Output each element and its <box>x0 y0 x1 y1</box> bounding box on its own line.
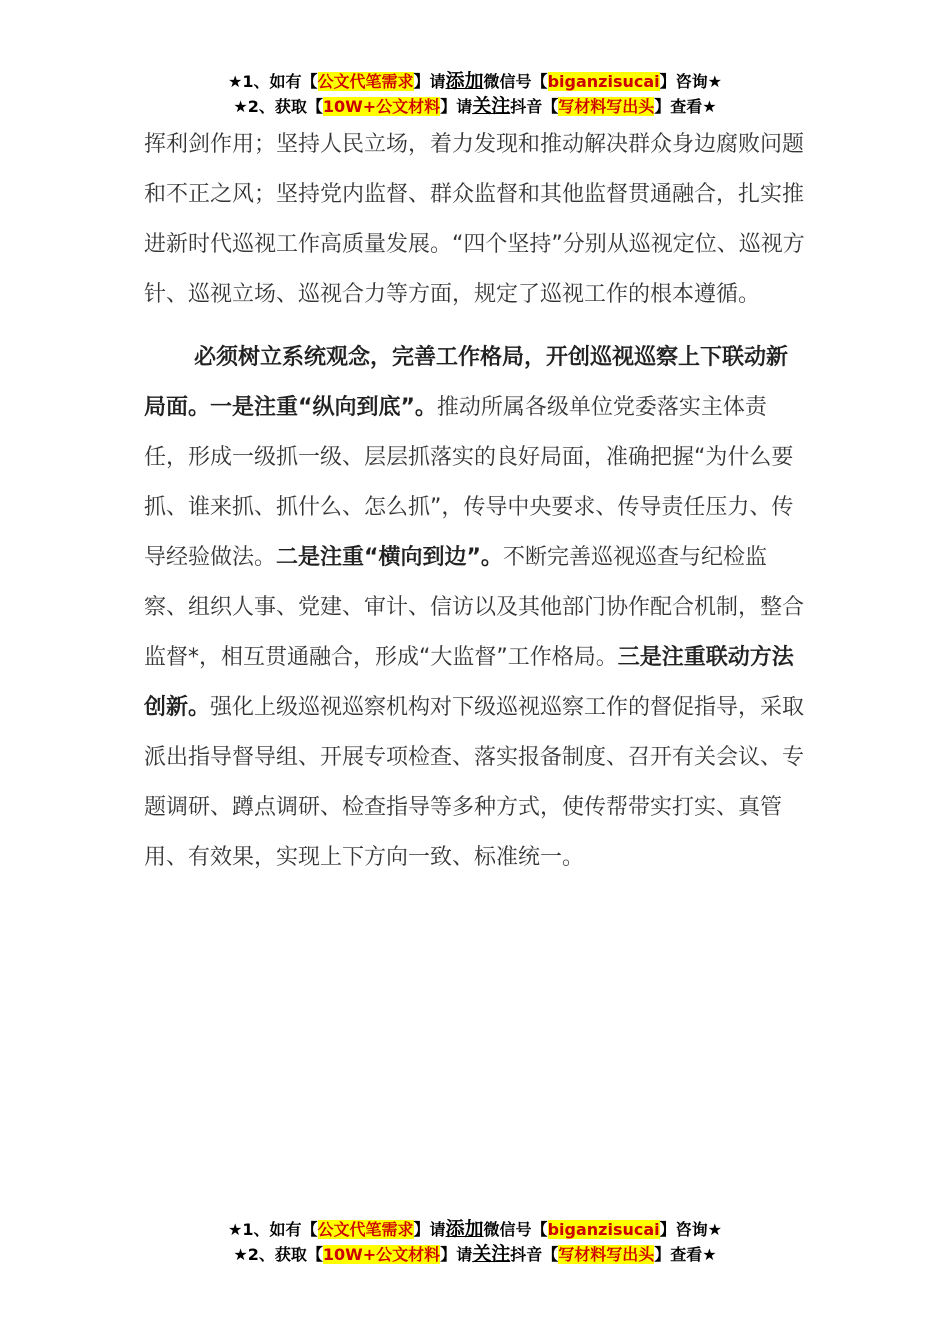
banner-line-1 <box>0 1217 950 1242</box>
banner-highlight: 公文代笔需求 <box>317 72 414 91</box>
footer-banner <box>0 1217 950 1267</box>
paragraph-text: 强化上级巡视巡察机构对下级巡视巡察工作的督促指导，采取派出指导督导组、开展专项检查、落实报备制度、召开有关会议、专题调研、蹲点调研、检查指导等多种方式，使传帮带实打实、真管用、有效果，实现上下方向一致、标准统一。 <box>144 695 805 870</box>
banner-text: 微信号【 <box>483 72 548 91</box>
paragraph-text: 不断完善巡视巡查与纪检监察、组织人事、党建、审计、信访以及其他部门协作配合机制，整合监督*，相互贯通融合，形成“大监督”工作格局。 <box>144 545 805 670</box>
banner-text: 】请 <box>413 1220 446 1239</box>
banner-highlight: biganzisucai <box>547 1220 660 1239</box>
banner-highlight: biganzisucai <box>547 72 660 91</box>
banner-highlight: 10W+公文材料 <box>322 1245 441 1264</box>
banner-emphasis: 关注 <box>472 1243 511 1265</box>
banner-text: 微信号【 <box>483 1220 548 1239</box>
paragraph-1: 挥利剑作用；坚持人民立场，着力发现和推动解决群众身边腐败问题和不正之风；坚持党内监督、群众监督和其他监督贯通融合，扎实推进新时代巡视工作高质量发展。“四个坚持”分别从巡视定位、巡视方针、巡视立场、巡视合力等方面，规定了巡视工作的根本遵循。 <box>144 132 805 307</box>
banner-line-2 <box>0 94 950 119</box>
banner-line-2 <box>0 1242 950 1267</box>
banner-emphasis: 添加 <box>445 1218 484 1240</box>
banner-highlight: 写材料写出头 <box>558 1245 655 1264</box>
banner-text: ★1、如有【 <box>228 72 318 91</box>
bold-heading: 二是注重“横向到边”。 <box>276 545 503 570</box>
banner-emphasis: 关注 <box>472 95 511 117</box>
banner-text: 】请 <box>440 1245 473 1264</box>
banner-text: ★2、获取【 <box>233 1245 323 1264</box>
banner-text: 】查看★ <box>654 97 717 116</box>
banner-text: ★1、如有【 <box>228 1220 318 1239</box>
banner-text: 】咨询★ <box>659 72 722 91</box>
bold-heading: 必须树立系统观念，完善工作格局，开创巡视巡察上下联动新局面。一是注重“纵向到底”。 <box>144 345 789 420</box>
header-banner <box>0 69 950 119</box>
banner-text: 】查看★ <box>654 1245 717 1264</box>
banner-text: 抖音【 <box>510 97 559 116</box>
bold-heading: 三是注重联动方法创新。 <box>144 645 794 720</box>
banner-highlight: 公文代笔需求 <box>317 1220 414 1239</box>
document-body <box>144 120 808 883</box>
banner-text: 】咨询★ <box>659 1220 722 1239</box>
banner-line-1 <box>0 69 950 94</box>
banner-text: 】请 <box>440 97 473 116</box>
paragraph-2 <box>144 333 808 883</box>
paragraph-text: 推动所属各级单位党委落实主体责任，形成一级抓一级、层层抓落实的良好局面，准确把握“为什么要抓、谁来抓、抓什么、怎么抓”，传导中央要求、传导责任压力、传导经验做法。 <box>144 395 794 570</box>
banner-text: 】请 <box>413 72 446 91</box>
banner-text: 抖音【 <box>510 1245 559 1264</box>
banner-highlight: 写材料写出头 <box>558 97 655 116</box>
banner-text: ★2、获取【 <box>233 97 323 116</box>
banner-highlight: 10W+公文材料 <box>322 97 441 116</box>
banner-emphasis: 添加 <box>445 70 484 92</box>
